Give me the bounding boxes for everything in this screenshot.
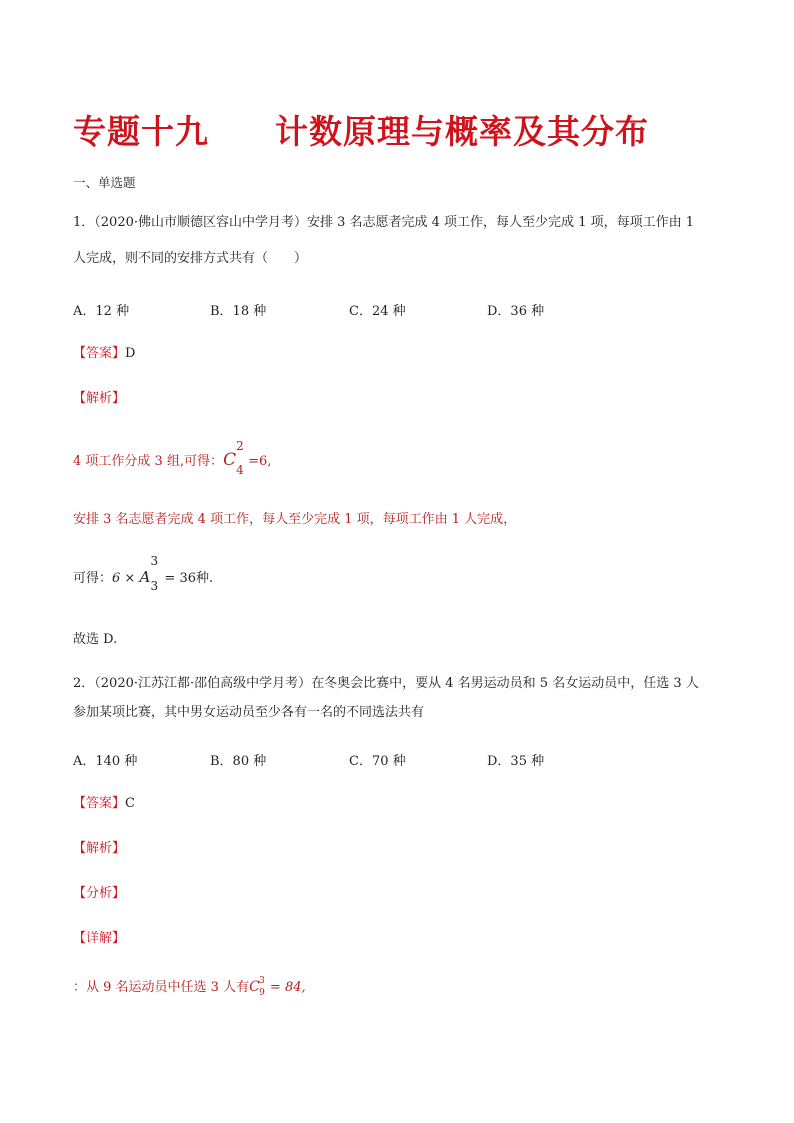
- title-topic-name: 计数原理与概率及其分布: [275, 112, 649, 151]
- q1-option-a: A．12 种: [73, 304, 130, 319]
- q2-answer: [73, 794, 135, 814]
- q2-option-b: B．80 种: [210, 754, 267, 769]
- q1-option-c: C．24 种: [349, 304, 406, 319]
- q1-stem-line1: 1．（2020·佛山市顺德区容山中学月考）安排 3 名志愿者完成 4 项工作，每人至少完成 1 项，每项工作由 1: [73, 215, 694, 230]
- q1-option-b: B．18 种: [210, 304, 267, 319]
- q1-stem-line2: 人完成，则不同的安排方式共有（ ）: [73, 251, 308, 266]
- q2-solution-line1: ：从 9 名运动员中任选 3 人有C 3 9 = 84,: [73, 976, 306, 998]
- q2-stem-line2: 参加某项比赛，其中男女运动员至少各有一名的不同选法共有: [73, 705, 425, 720]
- combination-formula: C 2 4: [223, 439, 244, 477]
- section-heading: 一、单选题: [73, 175, 136, 190]
- q2-analysis-label: 【解析】: [73, 841, 126, 856]
- q2-answer-value: C: [125, 796, 135, 811]
- q1-analysis-label: 【解析】: [73, 391, 126, 406]
- q2-detail-label: 【详解】: [73, 931, 126, 946]
- q2-stem-line1: 2．（2020·江苏江都·邵伯高级中学月考）在冬奥会比赛中，要从 4 名男运动员和 5 名女运动员中，任选 3 人: [73, 676, 699, 691]
- page-title: [73, 106, 649, 153]
- q1-solution-line4: 故选 D.: [73, 632, 118, 647]
- combination-formula-2: C 3 9: [249, 976, 265, 998]
- q1-answer-label: 【答案】: [73, 346, 126, 361]
- q1-answer: [73, 344, 135, 364]
- arrangement-formula: A 3 3: [139, 554, 159, 593]
- title-topic-number: 专题十九: [73, 112, 209, 151]
- q1-solution-line3: 可得：6 × A 3 3 = 36种.: [73, 554, 214, 593]
- q1-answer-value: D: [125, 346, 136, 361]
- q2-option-d: D．35 种: [487, 754, 545, 769]
- q2-fenxi-label: 【分析】: [73, 886, 126, 901]
- q1-solution-line1: 4 项工作分成 3 组,可得：C 2 4 =6,: [73, 439, 272, 477]
- q1-solution-line2: 安排 3 名志愿者完成 4 项工作，每人至少完成 1 项，每项工作由 1 人完成，: [73, 512, 517, 527]
- q2-answer-label: 【答案】: [73, 796, 126, 811]
- q2-option-a: A．140 种: [73, 754, 138, 769]
- q1-option-d: D．36 种: [487, 304, 545, 319]
- q2-option-c: C．70 种: [349, 754, 406, 769]
